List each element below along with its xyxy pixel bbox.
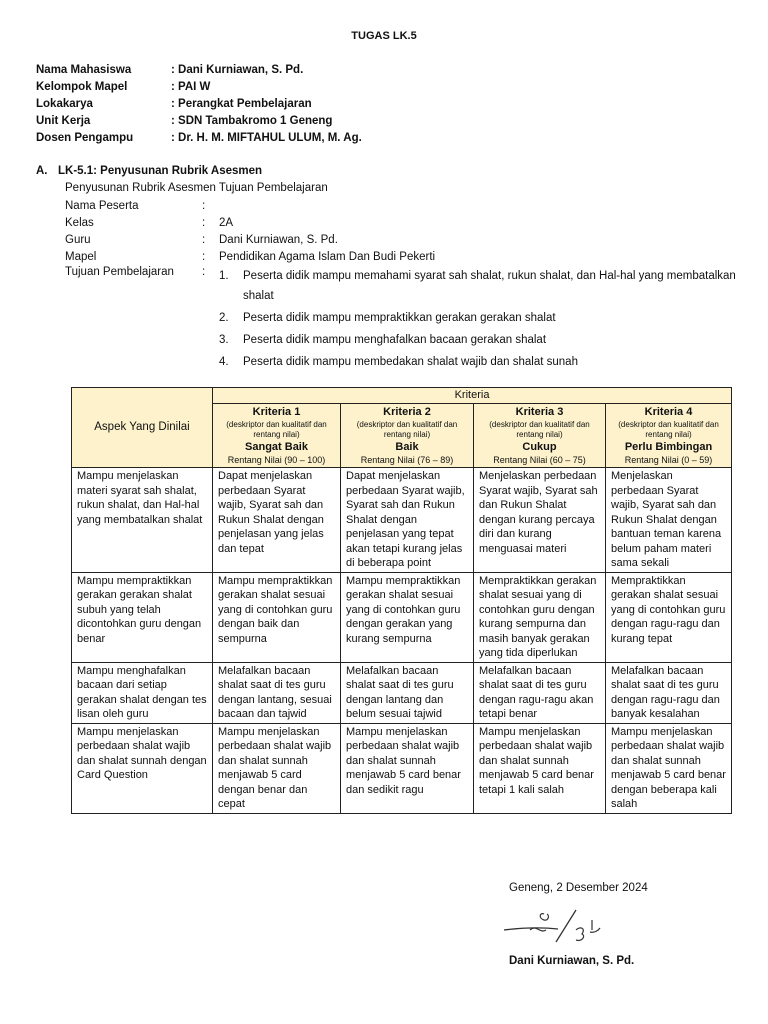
info-row-nama [36,62,362,79]
table-cell: Melafalkan bacaan shalat saat di tes guru dengan lantang dan belum sesuai tajwid [341,662,474,723]
field-label: Nama Peserta [65,200,139,212]
signature-date: Geneng, 2 Desember 2024 [509,882,648,894]
kriteria-level: Sangat Baik [245,440,308,453]
kriteria-header-cell [474,404,606,468]
table-cell: Mampu mempraktikkan gerakan shalat sesuai yang di contohkan guru dengan baik dan sempurna [213,572,341,662]
table-cell: Dapat menjelaskan perbedaan Syarat wajib, Syarat sah dan Rukun Shalat dengan penjelasan yang tepat akan tetapi kurang jelas di beberapa point [341,468,474,573]
kriteria-desc: (deskriptor dan kualitatif dan rentang nilai) [226,419,327,439]
tujuan-label: Tujuan Pembelajaran [65,266,174,278]
aspek-cell: Mampu mempraktikkan gerakan gerakan shalat subuh yang telah dicontohkan guru dengan benar [72,572,213,662]
section-heading [36,165,262,177]
student-info-block [36,62,362,147]
info-value: : Dani Kurniawan, S. Pd. [171,64,304,76]
info-row-unit-kerja [36,113,362,130]
kriteria-name: Kriteria 2 [383,406,431,418]
kriteria-level: Perlu Bimbingan [624,440,713,453]
kriteria-desc: (deskriptor dan kualitatif dan rentang nilai) [489,419,590,439]
field-label: Mapel [65,251,97,263]
tujuan-number: 4. [219,356,229,368]
kriteria-header-cell [213,404,341,468]
table-cell: Menjelaskan perbedaan Syarat wajib, Syarat sah dan Rukun Shalat dengan bantuan teman karena belum paham materi sama sekali [606,468,732,573]
info-value: : SDN Tambakromo 1 Geneng [171,115,333,127]
info-row-kelompok [36,79,362,96]
aspek-cell: Mampu menjelaskan perbedaan shalat wajib dan shalat sunnah dengan Card Question [72,723,213,813]
field-guru [65,232,435,249]
field-mapel [65,249,435,266]
tujuan-number: 2. [219,312,229,324]
field-value: 2A [219,217,234,229]
table-cell: Mampu menjelaskan perbedaan shalat wajib dan shalat sunnah menjawab 5 card benar tetapi 1 kali salah [474,723,606,813]
info-value: : Dr. H. M. MIFTAHUL ULUM, M. Ag. [171,132,362,144]
document-title: TUGAS LK.5 [351,30,417,42]
field-value: Pendidikan Agama Islam Dan Budi Pekerti [219,251,436,263]
tujuan-text: Peserta didik mampu memahami syarat sah shalat, rukun shalat, dan Hal-hal yang membatalkan shalat [243,270,736,302]
section-number: A. [36,165,48,177]
field-nama-peserta [65,198,435,215]
table-row [72,468,732,573]
field-value: Dani Kurniawan, S. Pd. [219,234,338,246]
info-value: : PAI W [171,81,211,93]
info-label: Nama Mahasiswa [36,64,132,76]
info-row-dosen [36,130,362,147]
field-colon: : [202,200,206,212]
kriteria-range: Rentang Nilai (76 – 89) [360,455,454,465]
aspek-header: Aspek Yang Dinilai [72,388,213,468]
signer-name: Dani Kurniawan, S. Pd. [509,955,635,967]
tujuan-text: Peserta didik mampu mempraktikkan gerakan gerakan shalat [243,312,556,324]
table-cell: Melafalkan bacaan shalat saat di tes guru dengan lantang, sesuai bacaan dan tajwid [213,662,341,723]
tujuan-text: Peserta didik mampu menghafalkan bacaan gerakan shalat [243,334,547,346]
kriteria-level: Cukup [522,440,557,453]
tujuan-number: 1. [219,270,229,282]
field-kelas [65,215,435,232]
tujuan-text: Peserta didik mampu membedakan shalat wajib dan shalat sunah [243,356,578,368]
tujuan-item [219,308,739,328]
section-subtitle: Penyusunan Rubrik Asesmen Tujuan Pembelajaran [65,182,328,194]
info-label: Kelompok Mapel [36,81,128,93]
table-row [72,572,732,662]
table-cell: Menjelaskan perbedaan Syarat wajib, Syarat sah dan Rukun Shalat dengan kurang percaya diri dan kurang menguasai materi [474,468,606,573]
kriteria-header: Kriteria [213,388,732,404]
tujuan-label-row [65,266,219,278]
table-cell: Mampu menjelaskan perbedaan shalat wajib dan shalat sunnah menjawab 5 card benar dengan beberapa kali salah [606,723,732,813]
tujuan-number: 3. [219,334,229,346]
table-cell: Melafalkan bacaan shalat saat di tes guru dengan ragu-ragu akan tetapi benar [474,662,606,723]
tujuan-item [219,352,739,372]
field-colon: : [202,234,206,246]
tujuan-list [219,266,739,374]
kriteria-name: Kriteria 1 [252,406,301,418]
table-cell: Melafalkan bacaan shalat saat di tes guru dengan ragu-ragu dan banyak kesalahan [606,662,732,723]
table-cell: Mampu menjelaskan perbedaan shalat wajib dan shalat sunnah menjawab 5 card benar dan sedikit ragu [341,723,474,813]
field-colon: : [202,251,206,263]
tujuan-item [219,330,739,350]
info-label: Dosen Pengampu [36,132,134,144]
rubric-table [71,387,732,814]
table-cell: Mempraktikkan gerakan shalat sesuai yang di contohkan guru dengan kurang sempurna dan masih banyak gerakan yang tida diperlukan [474,572,606,662]
tujuan-colon: : [202,266,206,278]
field-label: Kelas [65,217,94,229]
info-label: Lokakarya [36,98,93,110]
kriteria-desc: (deskriptor dan kualitatif dan rentang nilai) [618,419,719,439]
kriteria-range: Rentang Nilai (60 – 75) [493,455,586,465]
table-row [72,723,732,813]
section-title: LK-5.1: Penyusunan Rubrik Asesmen [58,165,263,177]
field-colon: : [202,217,206,229]
tujuan-item [219,266,739,306]
kriteria-header-cell [341,404,474,468]
table-cell: Mampu menjelaskan perbedaan shalat wajib dan shalat sunnah menjawab 5 card dengan benar dan cepat [213,723,341,813]
aspek-cell: Mampu menghafalkan bacaan dari setiap gerakan shalat dengan tes lisan oleh guru [72,662,213,723]
handwritten-signature [500,900,620,948]
info-label: Unit Kerja [36,115,91,127]
table-cell: Mampu mempraktikkan gerakan shalat sesuai yang di contohkan guru dengan gerakan yang kurang sempurna [341,572,474,662]
aspek-cell: Mampu menjelaskan materi syarat sah shalat, rukun shalat, dan Hal-hal yang membatalkan shalat [72,468,213,573]
info-value: : Perangkat Pembelajaran [171,98,312,110]
kriteria-name: Kriteria 3 [515,406,564,418]
kriteria-header-cell [606,404,732,468]
kriteria-name: Kriteria 4 [644,406,693,418]
table-row [72,662,732,723]
table-cell: Dapat menjelaskan perbedaan Syarat wajib, Syarat sah dan Rukun Shalat dengan penjelasan yang jelas dan tepat [213,468,341,573]
kriteria-range: Rentang Nilai (90 – 100) [227,455,326,465]
info-row-lokakarya [36,96,362,113]
participant-fields [65,198,435,266]
kriteria-desc: (deskriptor dan kualitatif dan rentang nilai) [356,419,458,439]
kriteria-level: Baik [395,440,419,453]
table-cell: Mempraktikkan gerakan shalat sesuai yang di contohkan guru dengan ragu-ragu dan kurang tepat [606,572,732,662]
field-label: Guru [65,234,91,246]
kriteria-range: Rentang Nilai (0 – 59) [624,455,713,465]
table-header-row [72,388,732,404]
